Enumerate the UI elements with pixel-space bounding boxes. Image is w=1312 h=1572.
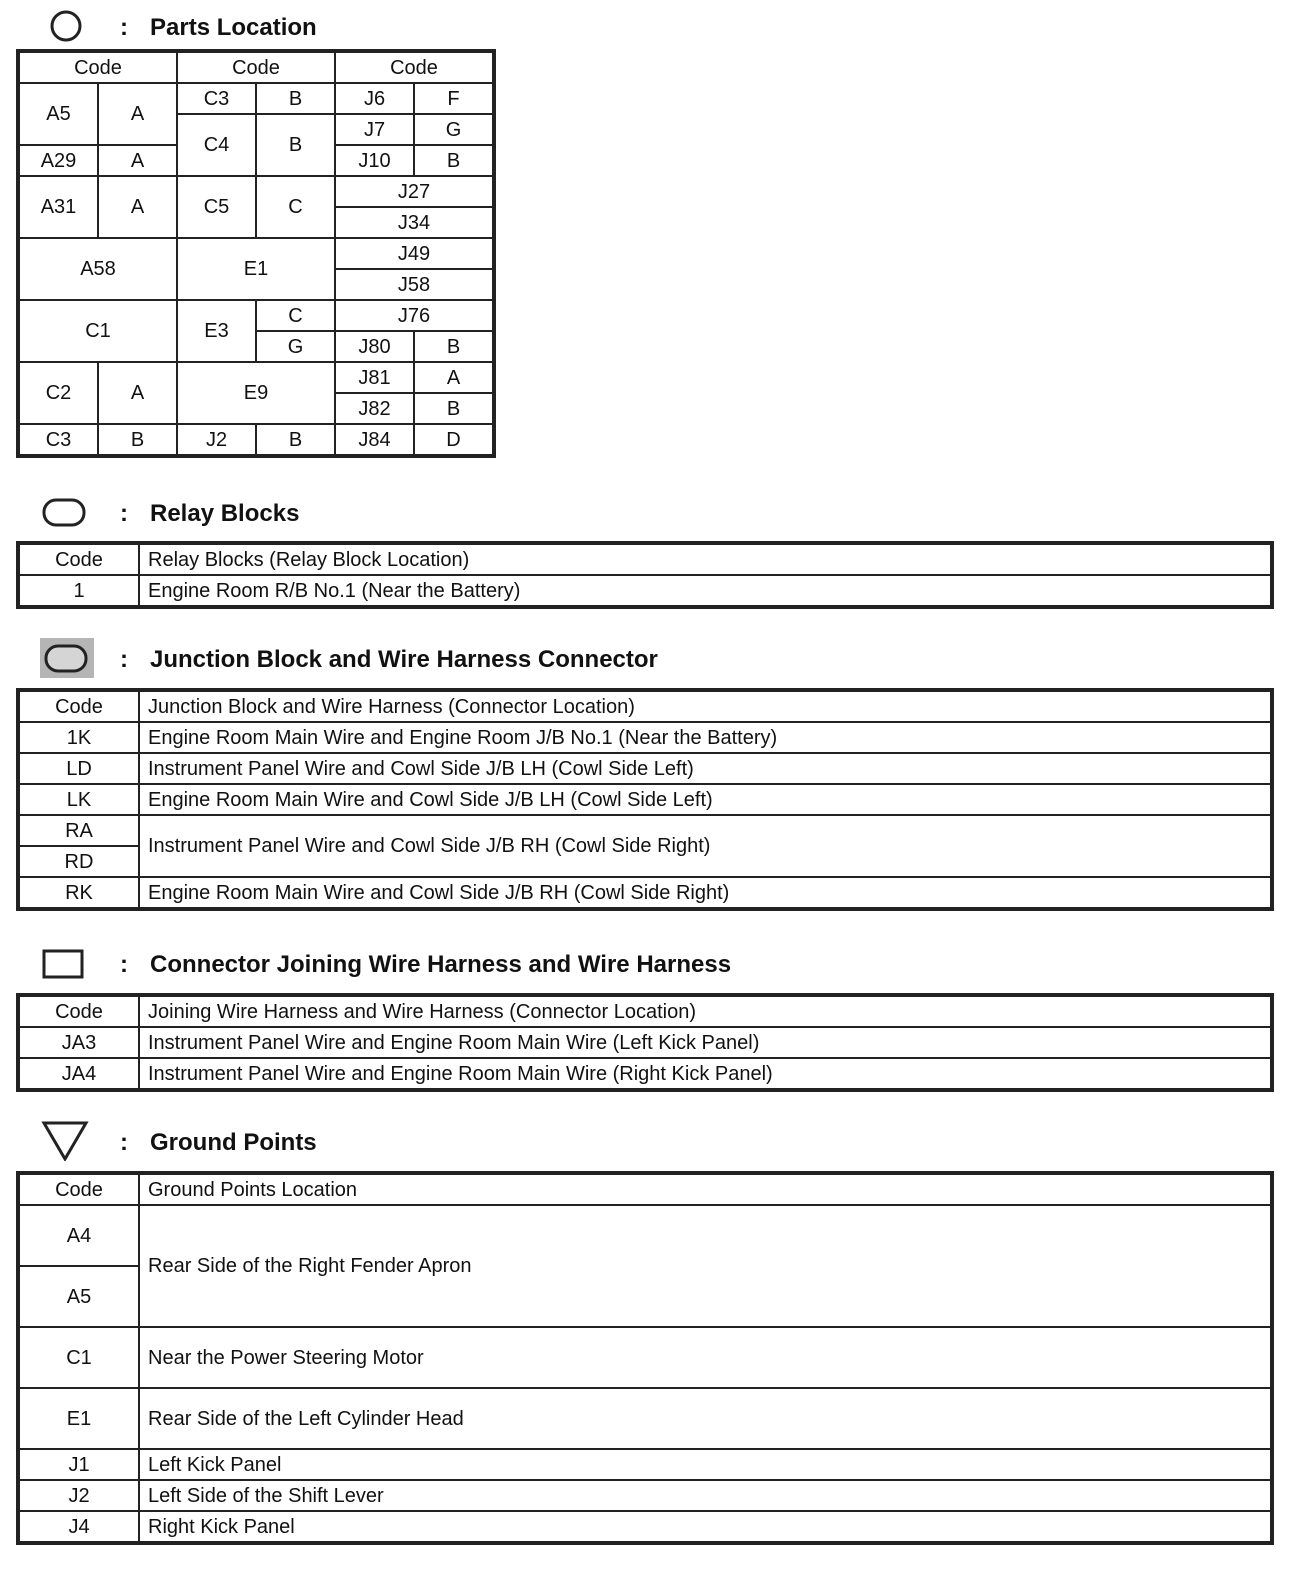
code-cell: E1 (177, 238, 335, 300)
location-header: Relay Blocks (Relay Block Location) (139, 544, 1271, 575)
location-header: Joining Wire Harness and Wire Harness (Connector Location) (139, 996, 1271, 1027)
code-cell: 1K (19, 722, 139, 753)
location-cell: Instrument Panel Wire and Cowl Side J/B LH (Cowl Side Left) (139, 753, 1271, 784)
location-cell: Instrument Panel Wire and Engine Room Main Wire (Right Kick Panel) (139, 1058, 1271, 1089)
code-cell: LD (19, 753, 139, 784)
code-cell: J2 (177, 424, 256, 455)
location-cell: F (414, 83, 493, 114)
code-cell: E3 (177, 300, 256, 362)
code-cell: J6 (335, 83, 414, 114)
location-cell: C (256, 300, 335, 331)
code-cell: C2 (19, 362, 98, 424)
code-cell: J82 (335, 393, 414, 424)
code-header: Code (177, 52, 335, 83)
location-cell: B (414, 331, 493, 362)
code-cell: E1 (19, 1388, 139, 1449)
location-cell: Left Side of the Shift Lever (139, 1480, 1271, 1511)
code-cell: 1 (19, 575, 139, 606)
code-cell: JA3 (19, 1027, 139, 1058)
code-cell: A5 (19, 83, 98, 145)
location-cell: G (414, 114, 493, 145)
code-cell: J49 (335, 238, 493, 269)
colon: : (120, 14, 128, 41)
code-cell: J7 (335, 114, 414, 145)
connector-joining-table (18, 995, 1272, 1090)
code-cell: C3 (177, 83, 256, 114)
code-cell: J80 (335, 331, 414, 362)
code-cell: C3 (19, 424, 98, 455)
section-title: Junction Block and Wire Harness Connector (150, 646, 658, 673)
location-cell: C (256, 176, 335, 238)
colon: : (120, 1129, 128, 1156)
code-cell: RK (19, 877, 139, 908)
section-title: Parts Location (150, 14, 317, 41)
colon: : (120, 951, 128, 978)
location-cell: Rear Side of the Left Cylinder Head (139, 1388, 1271, 1449)
section-title: Relay Blocks (150, 500, 300, 527)
location-cell: Rear Side of the Right Fender Apron (139, 1205, 1271, 1327)
code-cell: J84 (335, 424, 414, 455)
code-cell: J1 (19, 1449, 139, 1480)
code-cell: J34 (335, 207, 493, 238)
location-cell: Engine Room Main Wire and Cowl Side J/B LH (Cowl Side Left) (139, 784, 1271, 815)
code-cell: RA (19, 815, 139, 846)
code-header: Code (19, 691, 139, 722)
location-cell: B (98, 424, 177, 455)
location-cell: A (414, 362, 493, 393)
connector-joining-heading (0, 943, 1312, 983)
code-cell: A31 (19, 176, 98, 238)
location-cell: B (256, 83, 335, 114)
ground-points-heading (0, 1121, 1312, 1161)
triangle-down-icon (38, 1121, 94, 1161)
colon: : (120, 646, 128, 673)
code-cell: J4 (19, 1511, 139, 1542)
rectangle-icon (38, 943, 94, 983)
code-cell: A29 (19, 145, 98, 176)
location-cell: Engine Room Main Wire and Engine Room J/B No.1 (Near the Battery) (139, 722, 1271, 753)
junction-block-table (18, 690, 1272, 909)
location-header: Ground Points Location (139, 1174, 1271, 1205)
location-header: Junction Block and Wire Harness (Connector Location) (139, 691, 1271, 722)
location-cell: Engine Room R/B No.1 (Near the Battery) (139, 575, 1271, 606)
parts-location-heading (0, 6, 1312, 46)
code-cell: J10 (335, 145, 414, 176)
code-cell: A58 (19, 238, 177, 300)
location-cell: B (256, 114, 335, 176)
location-cell: G (256, 331, 335, 362)
code-cell: RD (19, 846, 139, 877)
location-cell: B (414, 145, 493, 176)
shaded-rounded-rect-icon (38, 638, 94, 678)
colon: : (120, 500, 128, 527)
code-header: Code (335, 52, 493, 83)
code-cell: C5 (177, 176, 256, 238)
code-cell: J58 (335, 269, 493, 300)
code-cell: A4 (19, 1205, 139, 1266)
location-cell: Engine Room Main Wire and Cowl Side J/B RH (Cowl Side Right) (139, 877, 1271, 908)
code-header: Code (19, 52, 177, 83)
code-cell: J2 (19, 1480, 139, 1511)
location-cell: Near the Power Steering Motor (139, 1327, 1271, 1388)
code-cell: C1 (19, 300, 177, 362)
location-cell: A (98, 145, 177, 176)
location-cell: A (98, 362, 177, 424)
location-cell: A (98, 83, 177, 145)
code-cell: J27 (335, 176, 493, 207)
location-cell: Right Kick Panel (139, 1511, 1271, 1542)
code-cell: J76 (335, 300, 493, 331)
location-cell: Instrument Panel Wire and Engine Room Main Wire (Left Kick Panel) (139, 1027, 1271, 1058)
code-cell: C1 (19, 1327, 139, 1388)
location-cell: D (414, 424, 493, 455)
location-cell: Instrument Panel Wire and Cowl Side J/B RH (Cowl Side Right) (139, 815, 1271, 877)
code-header: Code (19, 544, 139, 575)
code-header: Code (19, 996, 139, 1027)
location-cell: Left Kick Panel (139, 1449, 1271, 1480)
location-cell: B (256, 424, 335, 455)
junction-block-heading (0, 638, 1312, 678)
code-cell: JA4 (19, 1058, 139, 1089)
code-cell: J81 (335, 362, 414, 393)
code-cell: LK (19, 784, 139, 815)
rounded-rect-icon (38, 492, 94, 532)
section-title: Connector Joining Wire Harness and Wire Harness (150, 951, 732, 978)
code-cell: E9 (177, 362, 335, 424)
code-cell: A5 (19, 1266, 139, 1327)
location-cell: A (98, 176, 177, 238)
location-cell: B (414, 393, 493, 424)
section-title: Ground Points (150, 1129, 317, 1156)
relay-blocks-table (18, 543, 1272, 607)
code-header: Code (19, 1174, 139, 1205)
ground-points-table (18, 1173, 1272, 1543)
circle-icon (38, 6, 94, 46)
code-cell: C4 (177, 114, 256, 176)
relay-blocks-heading (0, 492, 1312, 532)
parts-location-table (18, 51, 494, 456)
